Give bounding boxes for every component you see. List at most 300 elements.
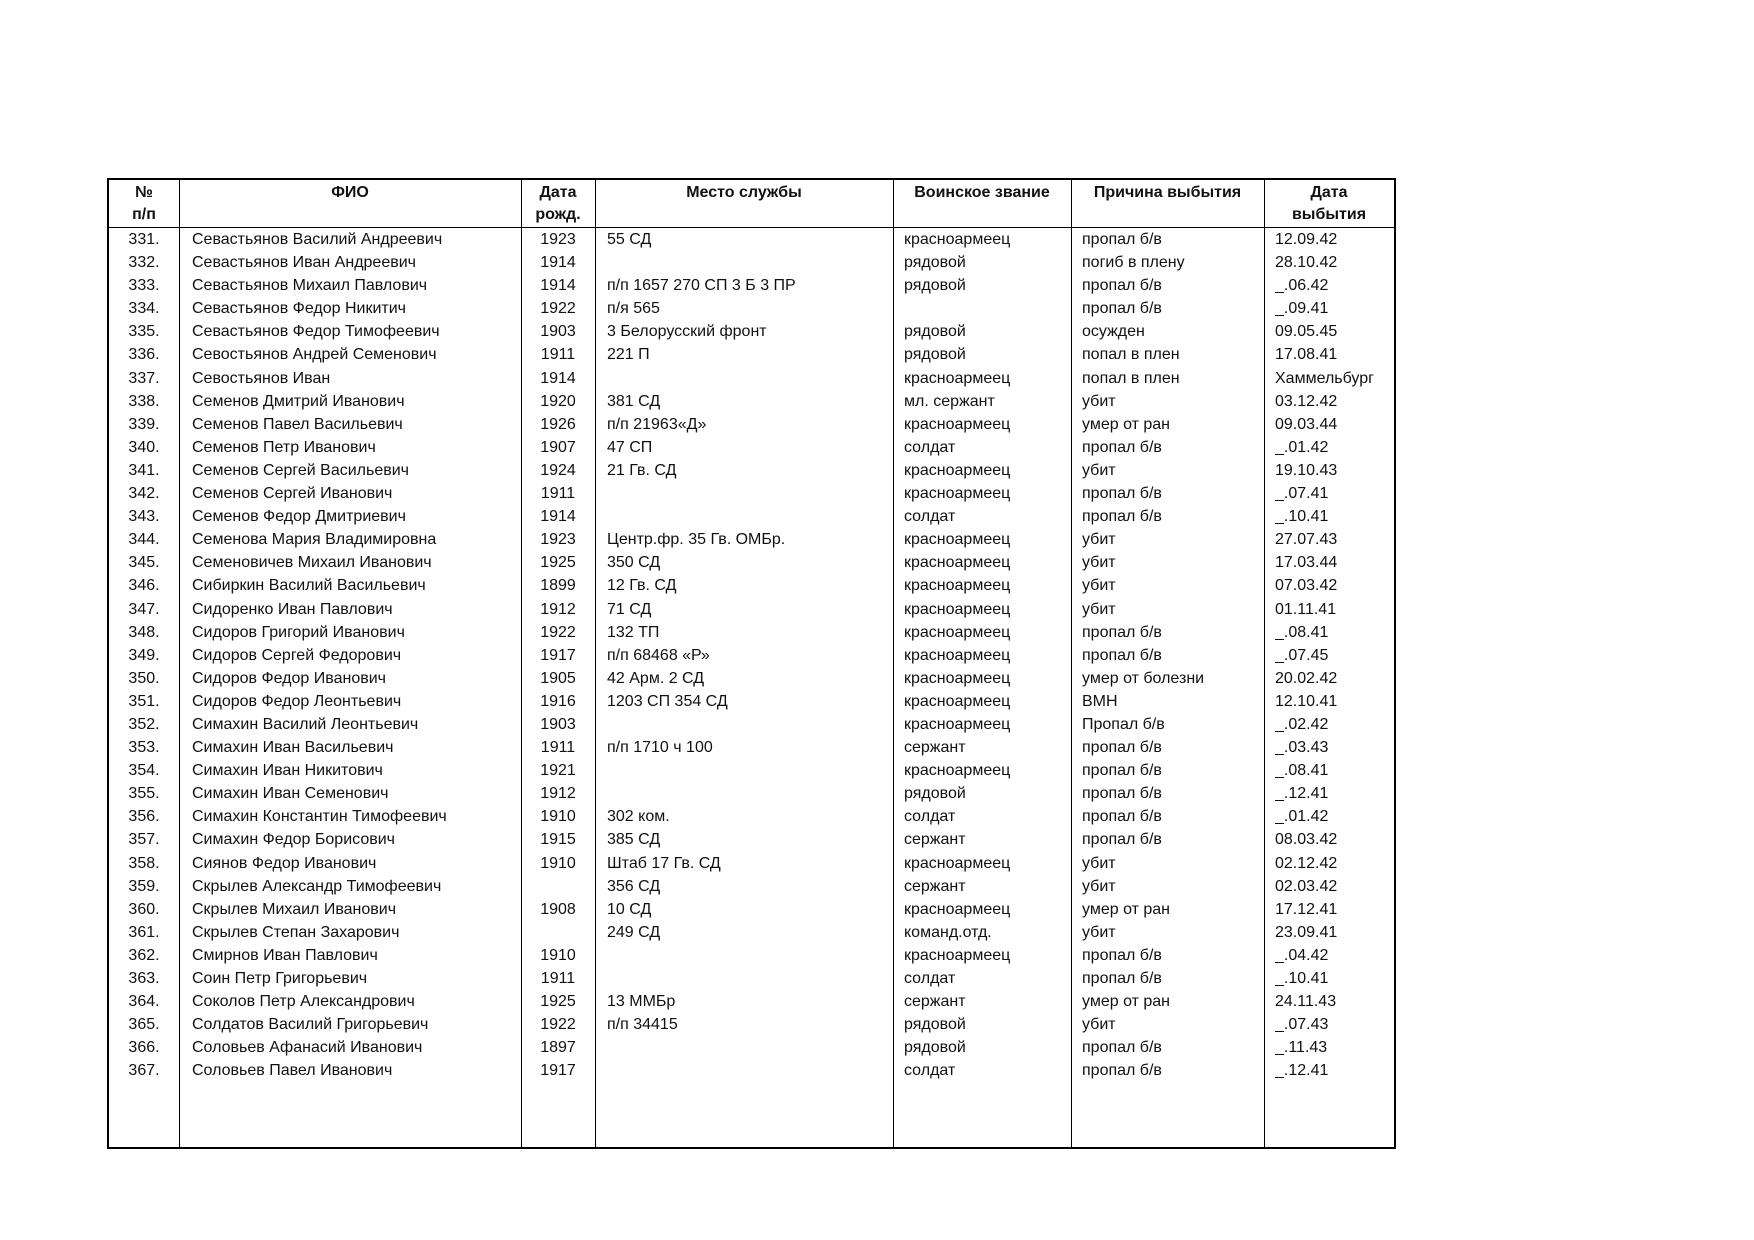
cell-rank: рядовой — [904, 785, 966, 803]
cell-name: Семенов Павел Васильевич — [192, 415, 403, 433]
cell-year: 1903 — [540, 715, 576, 733]
cell-rank: солдат — [904, 508, 956, 526]
cell-num: 343. — [128, 508, 160, 526]
table-row — [109, 690, 1394, 713]
cell-date: 02.03.42 — [1275, 877, 1338, 895]
cell-year: 1914 — [540, 508, 576, 526]
cell-num: 333. — [128, 277, 160, 295]
cell-num: 334. — [128, 300, 160, 318]
cell-rank: красноармеец — [904, 554, 1011, 572]
cell-reason: пропал б/в — [1082, 485, 1162, 503]
cell-name: Севостьянов Андрей Семенович — [192, 346, 437, 364]
cell-reason: пропал б/в — [1082, 762, 1162, 780]
table-row — [109, 574, 1394, 597]
table-row — [109, 736, 1394, 759]
cell-name: Симахин Иван Васильевич — [192, 739, 394, 757]
cell-num: 351. — [128, 692, 160, 710]
cell-name: Севастьянов Федор Тимофеевич — [192, 323, 440, 341]
table-row — [109, 782, 1394, 805]
cell-name: Семенов Сергей Иванович — [192, 485, 393, 503]
table-row — [109, 390, 1394, 413]
cell-num: 363. — [128, 970, 160, 987]
cell-date: _.01.42 — [1275, 808, 1329, 826]
table-row — [109, 297, 1394, 320]
cell-reason: пропал б/в — [1082, 231, 1162, 248]
cell-date: 19.10.43 — [1275, 461, 1338, 479]
cell-unit: 12 Гв. СД — [607, 577, 677, 595]
cell-reason: пропал б/в — [1082, 646, 1162, 664]
cell-date: _.04.42 — [1275, 946, 1329, 964]
cell-reason: убит — [1082, 577, 1116, 595]
cell-name: Сибиркин Василий Васильевич — [192, 577, 426, 595]
cell-date: _.01.42 — [1275, 438, 1329, 456]
cell-rank: красноармеец — [904, 854, 1011, 872]
cell-num: 350. — [128, 669, 160, 687]
cell-rank: команд.отд. — [904, 923, 992, 941]
table-row — [109, 713, 1394, 736]
cell-reason: убит — [1082, 531, 1116, 549]
cell-rank: рядовой — [904, 254, 966, 272]
header-reason-label: Причина выбытия — [1093, 184, 1242, 201]
cell-num: 361. — [128, 923, 160, 941]
table-row — [109, 1059, 1394, 1082]
cell-num: 341. — [128, 461, 160, 479]
table-row — [109, 343, 1394, 366]
cell-num: 354. — [128, 762, 160, 780]
cell-unit: 13 ММБр — [607, 993, 676, 1011]
cell-date: 17.03.44 — [1275, 554, 1338, 572]
cell-year: 1908 — [540, 900, 576, 918]
cell-year: 1912 — [540, 785, 576, 803]
cell-name: Семенов Петр Иванович — [192, 438, 376, 456]
table-row — [109, 944, 1394, 967]
table-row — [109, 621, 1394, 644]
cell-date: 12.09.42 — [1275, 231, 1338, 248]
cell-rank: солдат — [904, 970, 956, 987]
cell-num: 360. — [128, 900, 160, 918]
cell-year: 1914 — [540, 277, 576, 295]
cell-date: _.11.43 — [1275, 1039, 1328, 1057]
cell-num: 353. — [128, 739, 160, 757]
cell-date: 17.08.41 — [1275, 346, 1338, 364]
cell-rank: мл. сержант — [904, 392, 995, 410]
cell-name: Семенов Федор Дмитриевич — [192, 508, 406, 526]
cell-num: 336. — [128, 346, 160, 364]
cell-name: Сидоренко Иван Павлович — [192, 600, 393, 618]
cell-name: Соколов Петр Александрович — [192, 993, 415, 1011]
cell-date: _.03.43 — [1275, 739, 1329, 757]
cell-rank: красноармеец — [904, 231, 1011, 248]
cell-unit: 71 СД — [607, 600, 652, 618]
cell-num: 352. — [128, 715, 160, 733]
header-unit — [595, 180, 893, 227]
cell-rank: солдат — [904, 808, 956, 826]
cell-reason: пропал б/в — [1082, 277, 1162, 295]
cell-year: 1905 — [540, 669, 576, 687]
cell-rank: красноармеец — [904, 600, 1011, 618]
cell-reason: умер от ран — [1082, 900, 1171, 918]
cell-unit: 1203 СП 354 СД — [607, 692, 728, 710]
cell-reason: убит — [1082, 461, 1116, 479]
cell-num: 355. — [128, 785, 160, 803]
cell-unit: 350 СД — [607, 554, 661, 572]
table-row — [109, 667, 1394, 690]
cell-rank: красноармеец — [904, 415, 1011, 433]
cell-rank: красноармеец — [904, 946, 1011, 964]
roster-table — [107, 178, 1396, 1149]
cell-name: Смирнов Иван Павлович — [192, 946, 378, 964]
header-name-label: ФИО — [331, 184, 369, 201]
table-row — [109, 228, 1394, 251]
cell-num: 345. — [128, 554, 160, 572]
cell-reason: пропал б/в — [1082, 623, 1162, 641]
cell-unit: 221 П — [607, 346, 650, 364]
cell-num: 338. — [128, 392, 160, 410]
cell-num: 367. — [128, 1062, 160, 1080]
cell-name: Симахин Василий Леонтьевич — [192, 715, 419, 733]
cell-name: Солдатов Василий Григорьевич — [192, 1016, 429, 1034]
cell-reason: убит — [1082, 877, 1116, 895]
cell-rank: красноармеец — [904, 646, 1011, 664]
cell-unit: 302 ком. — [607, 808, 670, 826]
table-row — [109, 320, 1394, 343]
cell-name: Семенов Дмитрий Иванович — [192, 392, 405, 410]
cell-num: 340. — [128, 438, 160, 456]
cell-rank: красноармеец — [904, 669, 1011, 687]
cell-reason: пропал б/в — [1082, 508, 1162, 526]
cell-year: 1911 — [540, 485, 576, 503]
cell-num: 339. — [128, 415, 160, 433]
cell-num: 359. — [128, 877, 160, 895]
table-row — [109, 852, 1394, 875]
header-rank-label: Воинское звание — [914, 184, 1050, 201]
cell-date: _.08.41 — [1275, 762, 1329, 780]
table-row — [109, 251, 1394, 274]
cell-unit: 42 Арм. 2 СД — [607, 669, 705, 687]
header-num — [109, 180, 179, 227]
cell-year: 1910 — [540, 808, 576, 826]
cell-name: Сидоров Федор Иванович — [192, 669, 386, 687]
cell-year: 1914 — [540, 254, 576, 272]
cell-date: 02.12.42 — [1275, 854, 1338, 872]
cell-rank: сержант — [904, 993, 966, 1011]
cell-date: 08.03.42 — [1275, 831, 1338, 849]
cell-name: Скрылев Степан Захарович — [192, 923, 400, 941]
cell-date: 09.03.44 — [1275, 415, 1338, 433]
table-row — [109, 482, 1394, 505]
table-row — [109, 644, 1394, 667]
cell-reason: убит — [1082, 854, 1116, 872]
cell-name: Соловьев Афанасий Иванович — [192, 1039, 423, 1057]
cell-unit: п/п 34415 — [607, 1016, 678, 1034]
cell-reason: убит — [1082, 554, 1116, 572]
cell-year: 1916 — [540, 692, 576, 710]
cell-year: 1903 — [540, 323, 576, 341]
cell-year: 1911 — [540, 346, 576, 364]
cell-date: Хаммельбург — [1275, 369, 1374, 387]
table-row — [109, 528, 1394, 551]
cell-reason: пропал б/в — [1082, 1039, 1162, 1057]
cell-reason: умер от ран — [1082, 415, 1171, 433]
cell-unit: 356 СД — [607, 877, 661, 895]
cell-num: 335. — [128, 323, 160, 341]
cell-reason: попал в плен — [1082, 369, 1180, 387]
cell-reason: пропал б/в — [1082, 785, 1162, 803]
cell-unit: 381 СД — [607, 392, 661, 410]
cell-reason: попал в плен — [1082, 346, 1180, 364]
table-row — [109, 459, 1394, 482]
header-year — [521, 180, 595, 227]
header-unit-label: Место службы — [686, 184, 802, 201]
cell-name: Сидоров Григорий Иванович — [192, 623, 405, 641]
cell-rank: рядовой — [904, 1039, 966, 1057]
cell-unit: 55 СД — [607, 231, 652, 248]
table-row — [109, 967, 1394, 990]
cell-reason: Пропал б/в — [1082, 715, 1165, 733]
cell-num: 332. — [128, 254, 160, 272]
cell-rank: красноармеец — [904, 623, 1011, 641]
cell-year: 1922 — [540, 1016, 576, 1034]
cell-name: Севостьянов Иван — [192, 369, 331, 387]
cell-year: 1917 — [540, 646, 576, 664]
cell-num: 357. — [128, 831, 160, 849]
cell-date: 27.07.43 — [1275, 531, 1338, 549]
cell-name: Сиянов Федор Иванович — [192, 854, 377, 872]
cell-date: 09.05.45 — [1275, 323, 1338, 341]
cell-year: 1923 — [540, 231, 576, 248]
cell-rank: сержант — [904, 831, 966, 849]
cell-year: 1926 — [540, 415, 576, 433]
cell-name: Симахин Иван Семенович — [192, 785, 389, 803]
cell-rank: красноармеец — [904, 369, 1011, 387]
cell-num: 349. — [128, 646, 160, 664]
cell-year: 1922 — [540, 623, 576, 641]
header-name — [179, 180, 521, 227]
cell-num: 358. — [128, 854, 160, 872]
cell-reason: умер от ран — [1082, 993, 1171, 1011]
cell-rank: красноармеец — [904, 461, 1011, 479]
cell-unit: п/п 68468 «Р» — [607, 646, 710, 664]
cell-date: 07.03.42 — [1275, 577, 1338, 595]
cell-unit: 21 Гв. СД — [607, 461, 677, 479]
cell-year: 1922 — [540, 300, 576, 318]
table-row — [109, 551, 1394, 574]
header-num-line2: п/п — [132, 206, 156, 223]
cell-year: 1911 — [540, 970, 576, 987]
cell-unit: Центр.фр. 35 Гв. ОМБр. — [607, 531, 786, 549]
cell-name: Сидоров Федор Леонтьевич — [192, 692, 402, 710]
cell-name: Семеновичев Михаил Иванович — [192, 554, 432, 572]
cell-rank: солдат — [904, 438, 956, 456]
cell-date: 20.02.42 — [1275, 669, 1338, 687]
cell-date: 28.10.42 — [1275, 254, 1338, 272]
cell-date: _.07.43 — [1275, 1016, 1329, 1034]
cell-name: Севастьянов Василий Андреевич — [192, 231, 443, 248]
table-row — [109, 875, 1394, 898]
cell-date: 23.09.41 — [1275, 923, 1338, 941]
cell-year: 1910 — [540, 946, 576, 964]
table-row — [109, 367, 1394, 390]
cell-name: Соловьев Павел Иванович — [192, 1062, 393, 1080]
cell-unit: п/п 21963«Д» — [607, 415, 707, 433]
cell-num: 356. — [128, 808, 160, 826]
cell-reason: убит — [1082, 392, 1116, 410]
cell-date: _.12.41 — [1275, 1062, 1329, 1080]
cell-name: Севастьянов Иван Андреевич — [192, 254, 416, 272]
cell-name: Севастьянов Михаил Павлович — [192, 277, 428, 295]
cell-year: 1923 — [540, 531, 576, 549]
cell-rank: рядовой — [904, 277, 966, 295]
cell-year: 1910 — [540, 854, 576, 872]
cell-date: 01.11.41 — [1275, 600, 1337, 618]
header-reason — [1071, 180, 1264, 227]
cell-year: 1899 — [540, 577, 576, 595]
cell-year: 1915 — [540, 831, 576, 849]
cell-name: Симахин Константин Тимофеевич — [192, 808, 447, 826]
table-row — [109, 413, 1394, 436]
cell-unit: п/я 565 — [607, 300, 660, 318]
cell-unit: 47 СП — [607, 438, 653, 456]
cell-name: Симахин Иван Никитович — [192, 762, 383, 780]
cell-date: 17.12.41 — [1275, 900, 1338, 918]
table-row — [109, 274, 1394, 297]
header-year-line1: Дата — [539, 184, 577, 201]
cell-num: 331. — [128, 231, 160, 248]
cell-rank: красноармеец — [904, 692, 1011, 710]
cell-unit: п/п 1657 270 СП 3 Б 3 ПР — [607, 277, 796, 295]
cell-reason: убит — [1082, 923, 1116, 941]
cell-date: 12.10.41 — [1275, 692, 1338, 710]
cell-unit: п/п 1710 ч 100 — [607, 739, 713, 757]
cell-date: 24.11.43 — [1275, 993, 1337, 1011]
table-row — [109, 921, 1394, 944]
cell-num: 344. — [128, 531, 160, 549]
cell-unit: Штаб 17 Гв. СД — [607, 854, 721, 872]
cell-rank: рядовой — [904, 1016, 966, 1034]
table-row — [109, 828, 1394, 851]
table-row — [109, 1013, 1394, 1036]
header-date — [1264, 180, 1394, 227]
cell-unit: 10 СД — [607, 900, 652, 918]
table-row — [109, 1036, 1394, 1059]
cell-year: 1921 — [540, 762, 576, 780]
table-row — [109, 759, 1394, 782]
cell-name: Сидоров Сергей Федорович — [192, 646, 402, 664]
cell-reason: пропал б/в — [1082, 438, 1162, 456]
cell-name: Скрылев Александр Тимофеевич — [192, 877, 442, 895]
header-year-line2: рожд. — [535, 206, 581, 223]
cell-name: Соин Петр Григорьевич — [192, 970, 368, 987]
cell-reason: пропал б/в — [1082, 831, 1162, 849]
table-row — [109, 436, 1394, 459]
cell-reason: пропал б/в — [1082, 808, 1162, 826]
cell-date: _.12.41 — [1275, 785, 1329, 803]
cell-rank: сержант — [904, 739, 966, 757]
cell-date: _.10.41 — [1275, 508, 1329, 526]
cell-year: 1925 — [540, 993, 576, 1011]
cell-name: Симахин Федор Борисович — [192, 831, 395, 849]
cell-rank: красноармеец — [904, 762, 1011, 780]
cell-name: Семенов Сергей Васильевич — [192, 461, 409, 479]
cell-unit: 249 СД — [607, 923, 661, 941]
cell-rank: рядовой — [904, 323, 966, 341]
header-num-line1: № — [135, 184, 153, 201]
cell-rank: красноармеец — [904, 485, 1011, 503]
cell-year: 1911 — [540, 739, 576, 757]
cell-name: Семенова Мария Владимировна — [192, 531, 437, 549]
table-row — [109, 805, 1394, 828]
cell-rank: красноармеец — [904, 577, 1011, 595]
cell-reason: пропал б/в — [1082, 1062, 1162, 1080]
header-rank — [893, 180, 1071, 227]
cell-rank: красноармеец — [904, 531, 1011, 549]
cell-num: 366. — [128, 1039, 160, 1057]
cell-date: _.09.41 — [1275, 300, 1329, 318]
cell-year: 1907 — [540, 438, 576, 456]
cell-num: 365. — [128, 1016, 160, 1034]
cell-num: 364. — [128, 993, 160, 1011]
cell-num: 362. — [128, 946, 160, 964]
cell-rank: красноармеец — [904, 715, 1011, 733]
cell-year: 1924 — [540, 461, 576, 479]
cell-reason: пропал б/в — [1082, 970, 1162, 987]
table-row — [109, 598, 1394, 621]
cell-reason: убит — [1082, 1016, 1116, 1034]
cell-date: _.06.42 — [1275, 277, 1329, 295]
cell-reason: осужден — [1082, 323, 1145, 341]
cell-name: Севастьянов Федор Никитич — [192, 300, 406, 318]
cell-year: 1912 — [540, 600, 576, 618]
cell-rank: солдат — [904, 1062, 956, 1080]
cell-date: _.10.41 — [1275, 970, 1329, 987]
cell-date: _.07.41 — [1275, 485, 1329, 503]
header-date-line1: Дата — [1310, 184, 1348, 201]
cell-unit: 132 ТП — [607, 623, 660, 641]
cell-reason: погиб в плену — [1082, 254, 1185, 272]
cell-num: 347. — [128, 600, 160, 618]
cell-rank: сержант — [904, 877, 966, 895]
cell-year: 1920 — [540, 392, 576, 410]
table-row — [109, 505, 1394, 528]
cell-year: 1897 — [540, 1039, 576, 1057]
cell-num: 348. — [128, 623, 160, 641]
cell-num: 342. — [128, 485, 160, 503]
cell-reason: умер от болезни — [1082, 669, 1205, 687]
cell-reason: убит — [1082, 600, 1116, 618]
header-date-line2: выбытия — [1291, 206, 1367, 223]
cell-num: 337. — [128, 369, 160, 387]
cell-date: _.07.45 — [1275, 646, 1329, 664]
cell-date: _.08.41 — [1275, 623, 1329, 641]
cell-name: Скрылев Михаил Иванович — [192, 900, 397, 918]
cell-date: _.02.42 — [1275, 715, 1329, 733]
cell-rank: красноармеец — [904, 900, 1011, 918]
cell-unit: 3 Белорусский фронт — [607, 323, 767, 341]
cell-year: 1925 — [540, 554, 576, 572]
cell-reason: пропал б/в — [1082, 300, 1162, 318]
cell-year: 1914 — [540, 369, 576, 387]
cell-rank: рядовой — [904, 346, 966, 364]
table-body — [109, 228, 1394, 1082]
cell-reason: пропал б/в — [1082, 946, 1162, 964]
table-row — [109, 898, 1394, 921]
cell-reason: пропал б/в — [1082, 739, 1162, 757]
cell-num: 346. — [128, 577, 160, 595]
cell-year: 1917 — [540, 1062, 576, 1080]
cell-date: 03.12.42 — [1275, 392, 1338, 410]
table-row — [109, 990, 1394, 1013]
cell-reason: ВМН — [1082, 692, 1118, 710]
